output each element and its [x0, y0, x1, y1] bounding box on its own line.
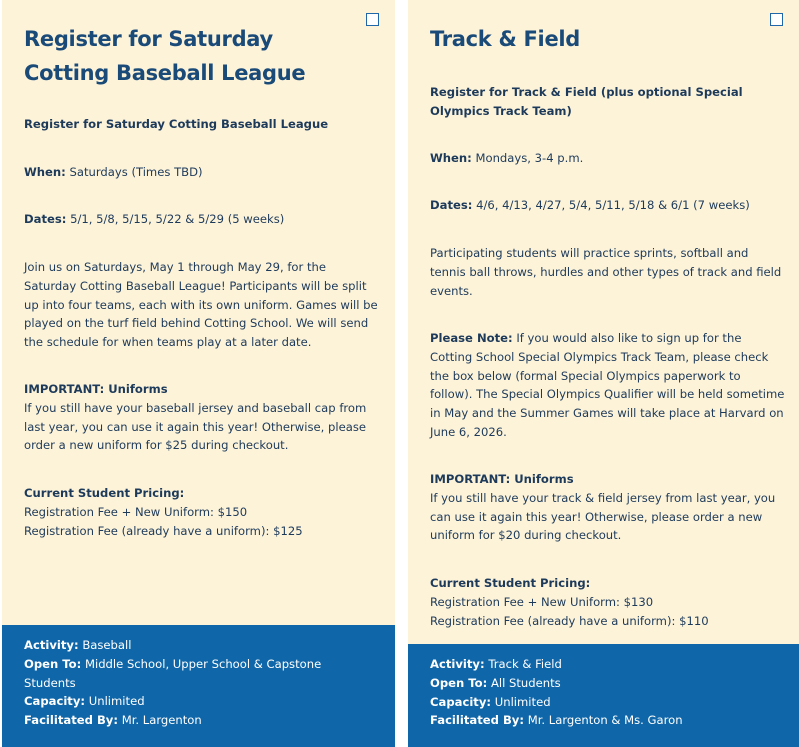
baseball-open-row [24, 655, 395, 693]
track-facilitated-row [430, 711, 799, 730]
baseball-important-label: IMPORTANT: Uniforms [24, 382, 168, 396]
track-card-footer [408, 644, 799, 747]
baseball-description: Join us on Saturdays, May 1 through May 29, for the Saturday Cotting Baseball League! Participants will be split up into four teams, each with its own uniform. Games will be played on the turf field behind Cotting School. We will send the schedule for when teams play at a later date. [24, 260, 378, 350]
track-open-value: All Students [490, 675, 561, 690]
baseball-dates-value: 5/1, 5/8, 5/15, 5/22 & 5/29 (5 weeks) [70, 212, 285, 226]
baseball-card-footer [2, 625, 395, 747]
track-activity-card[interactable] [408, 0, 799, 747]
track-dates-value: 4/6, 4/13, 4/27, 5/4, 5/11, 5/18 & 6/1 (7 weeks) [476, 198, 750, 212]
baseball-select-checkbox[interactable] [366, 13, 379, 26]
baseball-pricing [24, 484, 381, 540]
baseball-card-subtitle: Register for Saturday Cotting Baseball League [24, 117, 329, 131]
track-capacity-row [430, 693, 799, 712]
track-capacity-label: Capacity: [430, 694, 492, 709]
track-pricing [430, 574, 785, 630]
baseball-activity-value: Baseball [82, 638, 132, 652]
track-activity-row [430, 655, 799, 674]
baseball-pricing-label: Current Student Pricing: [24, 486, 185, 500]
baseball-dates-label: Dates: [24, 212, 67, 226]
track-important-text: If you still have your track & field jersey from last year, you can use it again this year! Otherwise, please order a new uniform for $20 during checkout. [430, 490, 776, 543]
baseball-important [24, 380, 381, 455]
track-activity-value: Track & Field [488, 657, 562, 671]
baseball-facilitated-label: Facilitated By: [24, 713, 118, 728]
track-open-label: Open To: [430, 675, 488, 690]
track-capacity-value: Unlimited [494, 694, 551, 709]
track-facilitated-value: Mr. Largenton & Ms. Garon [527, 713, 683, 728]
track-note-label: Please Note: [430, 331, 513, 345]
track-pricing-label: Current Student Pricing: [430, 576, 591, 590]
track-pricing-1: Registration Fee + New Uniform: $130 [430, 594, 654, 609]
track-facilitated-label: Facilitated By: [430, 713, 524, 728]
track-pricing-2: Registration Fee (already have a uniform): $110 [430, 613, 709, 628]
track-important [430, 470, 785, 545]
track-important-label: IMPORTANT: Uniforms [430, 472, 574, 486]
baseball-pricing-1: Registration Fee + New Uniform: $150 [24, 504, 248, 519]
baseball-activity-row [24, 636, 395, 655]
track-note-text: If you would also like to sign up for the Cotting School Special Olympics Track Team, please check the box below (formal Special Olympics paperwork to follow). The Special Olympics Qualifier will be held sometime in May and the Summer Games will take place at Harvard on June 6, 2026. [430, 331, 785, 439]
baseball-capacity-value: Unlimited [88, 694, 145, 709]
track-card-subtitle: Register for Track & Field (plus optional Special Olympics Track Team) [430, 85, 743, 118]
baseball-capacity-label: Capacity: [24, 694, 86, 709]
baseball-open-value: Middle School, Upper School & Capstone Students [24, 656, 322, 690]
track-dates [430, 196, 785, 215]
baseball-important-text: If you still have your baseball jersey and baseball cap from last year, you can use it again this year! Otherwise, please order a new uniform for $25 during checkout. [24, 400, 367, 453]
baseball-when-value: Saturdays (Times TBD) [69, 165, 203, 179]
baseball-activity-label: Activity: [24, 638, 79, 652]
track-select-checkbox[interactable] [770, 13, 783, 26]
track-when [430, 149, 785, 168]
baseball-when-label: When: [24, 165, 66, 179]
baseball-facilitated-value: Mr. Largenton [121, 713, 202, 728]
track-when-value: Mondays, 3-4 p.m. [475, 151, 584, 165]
track-activity-label: Activity: [430, 657, 485, 671]
baseball-pricing-2: Registration Fee (already have a uniform): $125 [24, 523, 303, 538]
track-description: Participating students will practice sprints, softball and tennis ball throws, hurdles and other types of track and field events. [430, 246, 782, 298]
track-when-label: When: [430, 151, 472, 165]
track-open-row [430, 674, 799, 693]
baseball-dates [24, 210, 381, 229]
baseball-activity-card[interactable] [2, 0, 395, 747]
track-dates-label: Dates: [430, 198, 473, 212]
track-note [430, 329, 785, 442]
track-card-title: Track & Field [430, 27, 581, 51]
baseball-when [24, 163, 381, 182]
baseball-card-title: Register for Saturday Cotting Baseball League [24, 27, 306, 85]
baseball-capacity-row [24, 692, 395, 711]
baseball-facilitated-row [24, 711, 395, 730]
baseball-open-label: Open To: [24, 656, 82, 671]
